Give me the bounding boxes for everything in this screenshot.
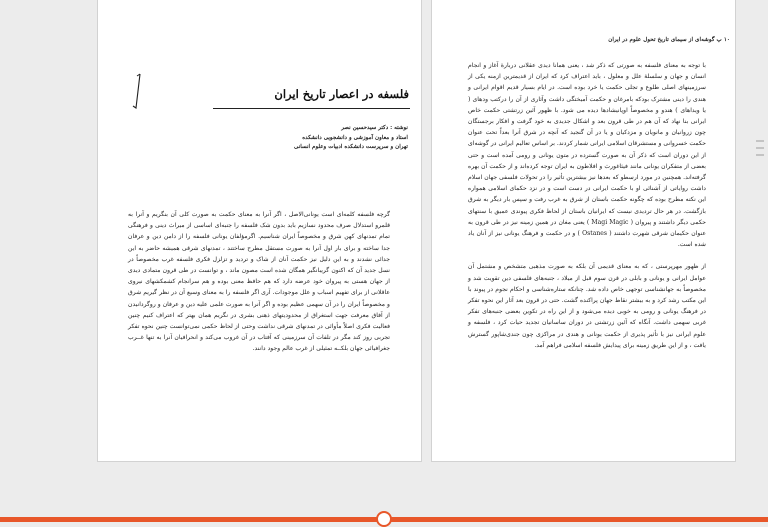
left-page (97, 0, 422, 462)
margin-marks (755, 138, 765, 158)
byline-author: نوشته : دکتر سیدحسین نصر (341, 125, 408, 131)
byline-position: استاد و معاون آموزشی و دانشجویی دانشکده (302, 134, 408, 141)
author-byline (216, 124, 408, 153)
byline-affiliation: تهران و سرپرست دانشکده ادبیات وعلوم انسانی (294, 144, 408, 151)
page-navigation-handle[interactable] (376, 511, 392, 527)
left-body-paragraph: گرچه فلسفه کلمه‌ای است یونانی‌الاصل ، اگر آنرا به معنای حکمت به صورت کلی آن بنگریم و آنرا به قلمرو استدلال صرف محدود نسازیم باید بدون شک فلسفه را جنبه‌ای اساسی از میراث دینی و فرهنگی تمام تمدنهای کهن شرق و مخصوصاً ایران شناسیم. اگرمؤلفان یونانی فلسفه را از دامن دین و عرفان جدا ساخته و برای بار اول آنرا به صورت مستقل مطرح ساختند ، تمدنهای شرقی همیشه حاضر به این جدائی نشدند و به این دلیل نیز حکمت آنان از شاک و تردید و تزلزل فکری فلسفه غرب مخصوصاً در نسل جدید آن که اکنون گریبانگیر همگان شده است مصون ماند ، و توانست در طی قرون متمادی دیدی از جهان هستی به پیروان خود عرضه دارد که هم حافظ معنی بوده و هم سرانجام کشمکشهای نیروی عاقلانی از برای تفهیم اسباب و علل موجودات. آری اگر فلسفه را به معنای وسیع آن در نظر گیریم شرق و مخصوصاً ایران را در آن سهمی عظیم بوده و اگر آنرا به صورت علمی علیه دین و عرفان و روگردانیدن از آفاق معرفت جهت استغراق از محدودیتهای ذهنی بشری در نگریم همان بهتر که اعتراف کنیم چنین فعالیت فکری اصلاً مأوائی در تمدنهای شرقی نداشت وحتی از لحاظ حکمی نمی‌توانست چنین نحوه تفکر تجربی روز کند مگر در تلفات آن سرزمینی که آفتاب در آن غروب می‌کند و انحرافیان آنرا به تنها غــرب جغرافیائی جهان بلکــه تمثیلی از غرب عالم وجود دانند. (128, 211, 390, 353)
running-header: ۱۰ پ گوشه‌ای از سیمای تاریخ تحول علوم در ایران (608, 37, 730, 43)
right-body-paragraph-1: با توجه به معنای فلسفه به صورتی که ذکر شد ، یعنی همانا دیدی عقلانی دربارهٔ آغاز و انجام انسان و جهان و سلسلهٔ علل و معلول ، باید اعتراف کرد که ایران از قدیمترین ازمنه یکی از سرزمینهای اصلی طلوع و تجلی حکمت یا خرد بوده است. در ایام بسیار قدیم اقوام ایرانی و هندی را دینی مشترک بودکه بامرغان و حکمت آمیختگی داشت وآثاری از آن را درکتب ودهای ( یا ویداهای ) هندو و مخصوصاً اوپانیشادها دیده می شود. با ظهور آئین زرتشتی حکمت خاص ایرانی بنا نهاد که آن هم در طی قرون بعد و اشکال جدیدی به خود گرفت و افکار برجستگان چون زروانیان و مانویان و مزدکیان و یا در آن گنجید که آنچه در شرق آنرا بعداً تحت عنوان حکمت خسروانی و مستشرقان اسلامی ایرانی شمار کردند. بر اساس تعالیم ایرانی در گوشه‌ای از این دوران است که ذکر آن به صورت گسترده در متون یونانی و رومی آمده است و حتی بعضی از متفکران یونانی مانند فیثاغورث و افلاطون به ایران توجه کرده‌اند و از حکمت آن بهره گرفته‌اند. همچنین در مورد ارسطو که بعدها نیز بیشترین تأثیر را در تحولات فلسفی جهان اسلام داشت روایاتی از آشنائی او با حکمت ایرانی در دست است و در نزد حکمای اسلامی همواره این نکته مطرح بوده که چگونه حکمت باستان از شرق به غرب رفت و سپس بار دیگر به شرق بازگشت. در هر حال تردیدی نیست که ایرانیان باستان از لحاظ فکری پیوندی عمیق با سنتهای حکمی دیگر داشتند و پیروان ( Magi Magic ) یعنی مغان در همین زمینه نیز در طی قرون به عنوان حکیمان شرقی شهرت داشتند ( Ostanes ) و در حکمت و فرهنگ یونانی نیز از آنان یاد شده است. (468, 62, 707, 249)
right-body-paragraph-2: از ظهور مهرپرستی ، که به معنای قدیمی آن بلکه به صورت مذهبی متشخص و مشتمل آن عوامل ایرانی و یونانی و بابلی در قرن سوم قبل از میلاد ، جنبه‌های فلسفی دین تقویت شد و مخصوصاً به جهانشناسی توجهی خاص داده شد. چنانکه ستاره‌شناسی و احکام نجوم در پیوند با این مکتب رشد کرد و به بیشتر نقاط جهان پراکنده گشت. حتی در قرون بعد آثار این نحوه تفکر در فرهنگ یونانی و رومی به خوبی دیده می‌شود و از این راه در تکوین بعضی جنبه‌های تفکر غربی سهمی داشت. آنگاه که آئین زرتشتی در دوران ساسانیان تجدید حیات کرد ، فلسفه و علوم ایرانی نیز با تأثیر پذیری از حکمت یونانی و هندی در مراکزی چون جندی‌شاپور گسترش یافت ، و از این طریق زمینه برای پیدایش فلسفه اسلامی فراهم آمد. (468, 263, 706, 349)
decorative-bracket-ornament (130, 72, 144, 112)
title-underline (213, 108, 410, 109)
article-title: فلسفه در اعصار تاریخ ایران (274, 87, 409, 101)
right-page (431, 0, 736, 462)
